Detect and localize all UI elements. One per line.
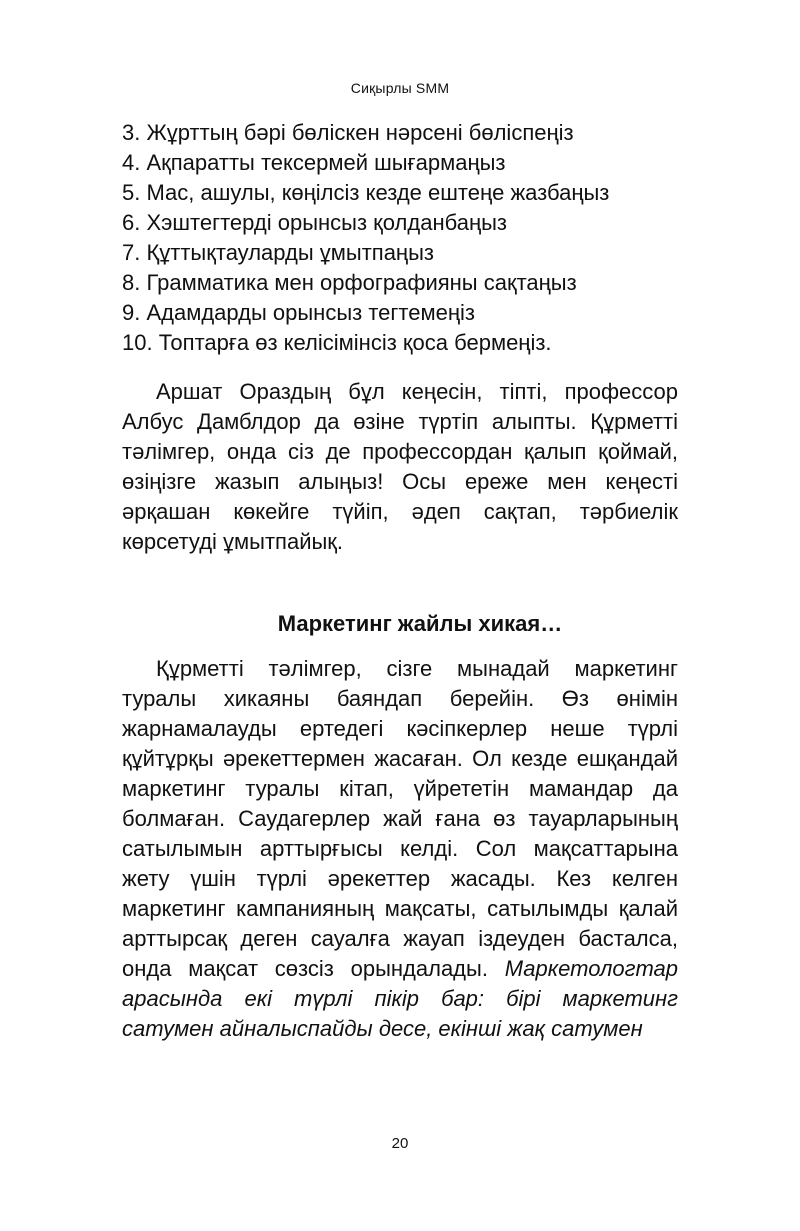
list-item: 3. Жұрттың бәрі бөліскен нәрсені бөліспеңіз — [122, 120, 574, 145]
page-number: 20 — [391, 1135, 409, 1152]
list-item: 4. Ақпаратты тексермей шығармаңыз — [122, 150, 506, 175]
running-title: Сиқырлы SMM — [350, 80, 450, 96]
list-item: 8. Грамматика мен орфографияны сақтаңыз — [122, 270, 577, 295]
rules-list — [122, 118, 678, 358]
list-item: 9. Адамдарды орынсыз тегтемеңіз — [122, 300, 475, 325]
body-paragraph — [122, 654, 678, 1044]
page-body — [122, 118, 678, 1044]
paragraph-regular-text: Құрметті тәлімгер, сізге мынадай маркетинг туралы хикаяны баяндап берейін. Өз өнімін жарнамалауды ертедегі кәсіпкерлер неше түрлі құйтұрқы әрекеттермен жасаған. Ол кезде ешқандай маркетинг туралы кітап, үйрететін мамандар да болмаған. Саудагерлер жай ғана өз тауарларының сатылымын арттырғысы келді. Сол мақсаттарына жету үшін түрлі әрекеттер жасады. Кез келген маркетинг кампанияның мақсаты, сатылымды қалай арттырсақ деген сауалға жауап іздеуден басталса, онда мақсат сөзсіз орындалады. — [122, 656, 678, 981]
paragraph-italic-text: Маркетологтар арасында екі түрлі пікір бар: бірі маркетинг сатумен айналыспайды десе, екінші жақ сатумен — [122, 956, 678, 1041]
list-item: 7. Құттықтауларды ұмытпаңыз — [122, 240, 434, 265]
section-heading: Маркетинг жайлы хикая… — [277, 611, 563, 636]
list-item: 5. Мас, ашулы, көңілсіз кезде ештеңе жазбаңыз — [122, 180, 610, 205]
list-item: 6. Хэштегтерді орынсыз қолданбаңыз — [122, 210, 507, 235]
list-item: 10. Топтарға өз келісімінсіз қоса бермеңіз. — [122, 330, 552, 355]
body-paragraph: Аршат Ораздың бұл кеңесін, тіпті, профессор Албус Дамблдор да өзіне түртіп алыпты. Құрметті тәлімгер, онда сіз де профессордан қалып қоймай, өзіңізге жазып алыңыз! Осы ереже мен кеңесті әрқашан көкейге түйіп, әдеп сақтап, тәрбиелік көрсетуді ұмытпайық. — [122, 379, 678, 554]
